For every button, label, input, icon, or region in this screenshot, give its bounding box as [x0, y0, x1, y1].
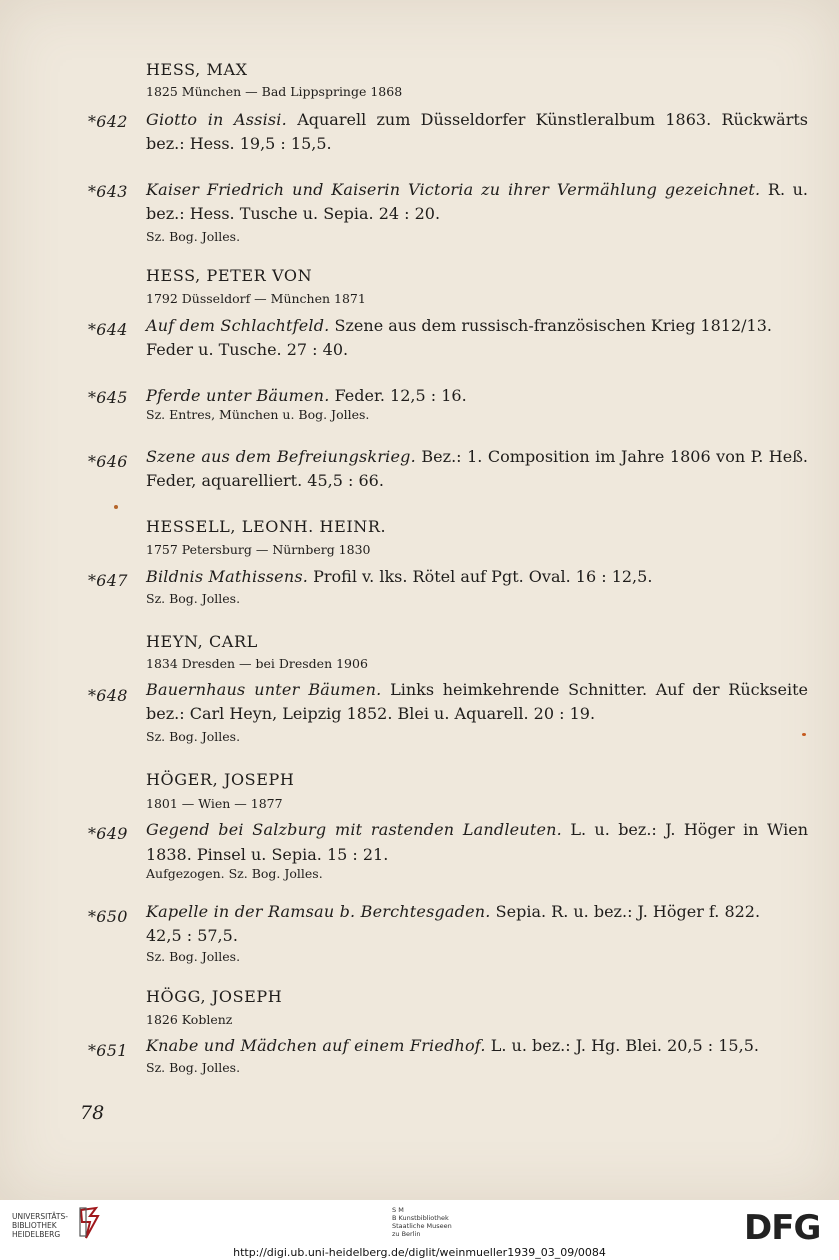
lot-title: Bauernhaus unter Bäumen. — [146, 680, 382, 699]
lot-title: Giotto in Assisi. — [146, 110, 287, 129]
lot-description — [146, 316, 772, 335]
lot-details: R. u. — [760, 180, 808, 199]
lot-title: Kapelle in der Ramsau b. Berchtesgaden. — [146, 902, 491, 921]
artist-name: HÖGER, JOSEPH — [146, 770, 295, 789]
lot-details: Sepia. R. u. bez.: J. Höger f. 822. — [490, 902, 761, 921]
lot-description-cont: bez.: Hess. Tusche u. Sepia. 24 : 20. — [146, 204, 441, 223]
artist-dates: 1834 Dresden — bei Dresden 1906 — [146, 656, 368, 671]
lot-details: Links heimkehrende Schnitter. Auf der Rückseite — [381, 680, 808, 699]
lot-details: Aquarell zum Düsseldorfer Künstleralbum 1863. Rückwärts — [286, 110, 808, 129]
provenance: Sz. Bog. Jolles. — [146, 591, 241, 606]
lot-description — [146, 110, 808, 129]
lot-details: L. u. bez.: J. Hg. Blei. 20,5 : 15,5. — [485, 1036, 759, 1055]
lot-number: *642 — [88, 112, 128, 131]
staatliche-museen-logo[interactable] — [392, 1206, 452, 1238]
artist-dates: 1826 Koblenz — [146, 1012, 233, 1027]
logo-line: B Kunstbibliothek — [392, 1214, 449, 1222]
lot-number: *648 — [88, 686, 128, 705]
lot-details: Profil v. lks. Rötel auf Pgt. Oval. 16 : 12,5. — [308, 567, 653, 586]
lot-description — [146, 386, 467, 405]
artist-name: HÖGG, JOSEPH — [146, 987, 283, 1006]
artist-dates: 1801 — Wien — 1877 — [146, 796, 283, 811]
artist-dates: 1792 Düsseldorf — München 1871 — [146, 291, 366, 306]
lot-details: Feder. 12,5 : 16. — [329, 386, 467, 405]
artist-dates: 1825 München — Bad Lippspringe 1868 — [146, 84, 403, 99]
lot-details: L. u. bez.: J. Höger in Wien — [561, 820, 809, 839]
lot-description — [146, 567, 652, 586]
provenance: Sz. Bog. Jolles. — [146, 1060, 241, 1075]
artist-name: HESS, PETER VON — [146, 266, 313, 285]
lot-details: Bez.: 1. Composition im Jahre 1806 von P. Heß. — [415, 447, 809, 466]
lot-title: Knabe und Mädchen auf einem Friedhof. — [146, 1036, 486, 1055]
lot-number: *646 — [88, 452, 128, 471]
paper-speck — [802, 733, 806, 736]
artist-name: HEYN, CARL — [146, 632, 258, 651]
dfg-logo[interactable]: DFG — [744, 1208, 821, 1248]
provenance: Sz. Bog. Jolles. — [146, 229, 241, 244]
lot-description-cont: 42,5 : 57,5. — [146, 926, 238, 945]
logo-line: BIBLIOTHEK — [12, 1221, 57, 1230]
artist-name: HESS, MAX — [146, 60, 248, 79]
lot-title: Kaiser Friedrich und Kaiserin Victoria zu ihrer Vermählung gezeichnet. — [146, 180, 761, 199]
heidelberg-library-logo[interactable] — [12, 1212, 68, 1239]
lot-description — [146, 680, 808, 699]
logo-line: HEIDELBERG — [12, 1230, 61, 1239]
lot-description — [146, 820, 808, 839]
lot-title: Auf dem Schlachtfeld. — [146, 316, 330, 335]
lot-number: *650 — [88, 907, 128, 926]
lot-title: Pferde unter Bäumen. — [146, 386, 330, 405]
lot-details: Szene aus dem russisch-französischen Krieg 1812/13. — [329, 316, 772, 335]
lot-description-cont: Feder u. Tusche. 27 : 40. — [146, 340, 349, 359]
lot-description — [146, 1036, 759, 1055]
lot-description — [146, 447, 808, 466]
provenance: Sz. Bog. Jolles. — [146, 949, 241, 964]
logo-line: S M — [392, 1206, 404, 1214]
lot-number: *651 — [88, 1041, 128, 1060]
lot-number: *645 — [88, 388, 128, 407]
lot-description — [146, 180, 808, 199]
page-number: 78 — [80, 1102, 105, 1124]
lot-description-cont: bez.: Carl Heyn, Leipzig 1852. Blei u. Aquarell. 20 : 19. — [146, 704, 596, 723]
lot-number: *644 — [88, 320, 128, 339]
lot-description-cont: bez.: Hess. 19,5 : 15,5. — [146, 134, 332, 153]
lot-title: Gegend bei Salzburg mit rastenden Landleuten. — [146, 820, 562, 839]
lot-number: *643 — [88, 182, 128, 201]
provenance: Sz. Bog. Jolles. — [146, 729, 241, 744]
lot-number: *647 — [88, 571, 128, 590]
permalink-url[interactable]: http://digi.ub.uni-heidelberg.de/diglit/weinmueller1939_03_09/0084 — [233, 1246, 606, 1259]
artist-name: HESSELL, LEONH. HEINR. — [146, 517, 387, 536]
lot-title: Szene aus dem Befreiungskrieg. — [146, 447, 416, 466]
lot-title: Bildnis Mathissens. — [146, 567, 309, 586]
logo-line: zu Berlin — [392, 1230, 421, 1238]
provenance: Sz. Entres, München u. Bog. Jolles. — [146, 407, 370, 422]
logo-line: UNIVERSITÄTS- — [12, 1212, 68, 1221]
paper-speck — [114, 505, 118, 509]
logo-line: Staatliche Museen — [392, 1222, 452, 1230]
lot-description — [146, 902, 760, 921]
lot-number: *649 — [88, 824, 128, 843]
heidelberg-emblem-icon — [78, 1206, 102, 1244]
artist-dates: 1757 Petersburg — Nürnberg 1830 — [146, 542, 371, 557]
lot-description-cont: Feder, aquarelliert. 45,5 : 66. — [146, 471, 384, 490]
lot-description-cont: 1838. Pinsel u. Sepia. 15 : 21. — [146, 845, 389, 864]
provenance: Aufgezogen. Sz. Bog. Jolles. — [146, 866, 323, 881]
